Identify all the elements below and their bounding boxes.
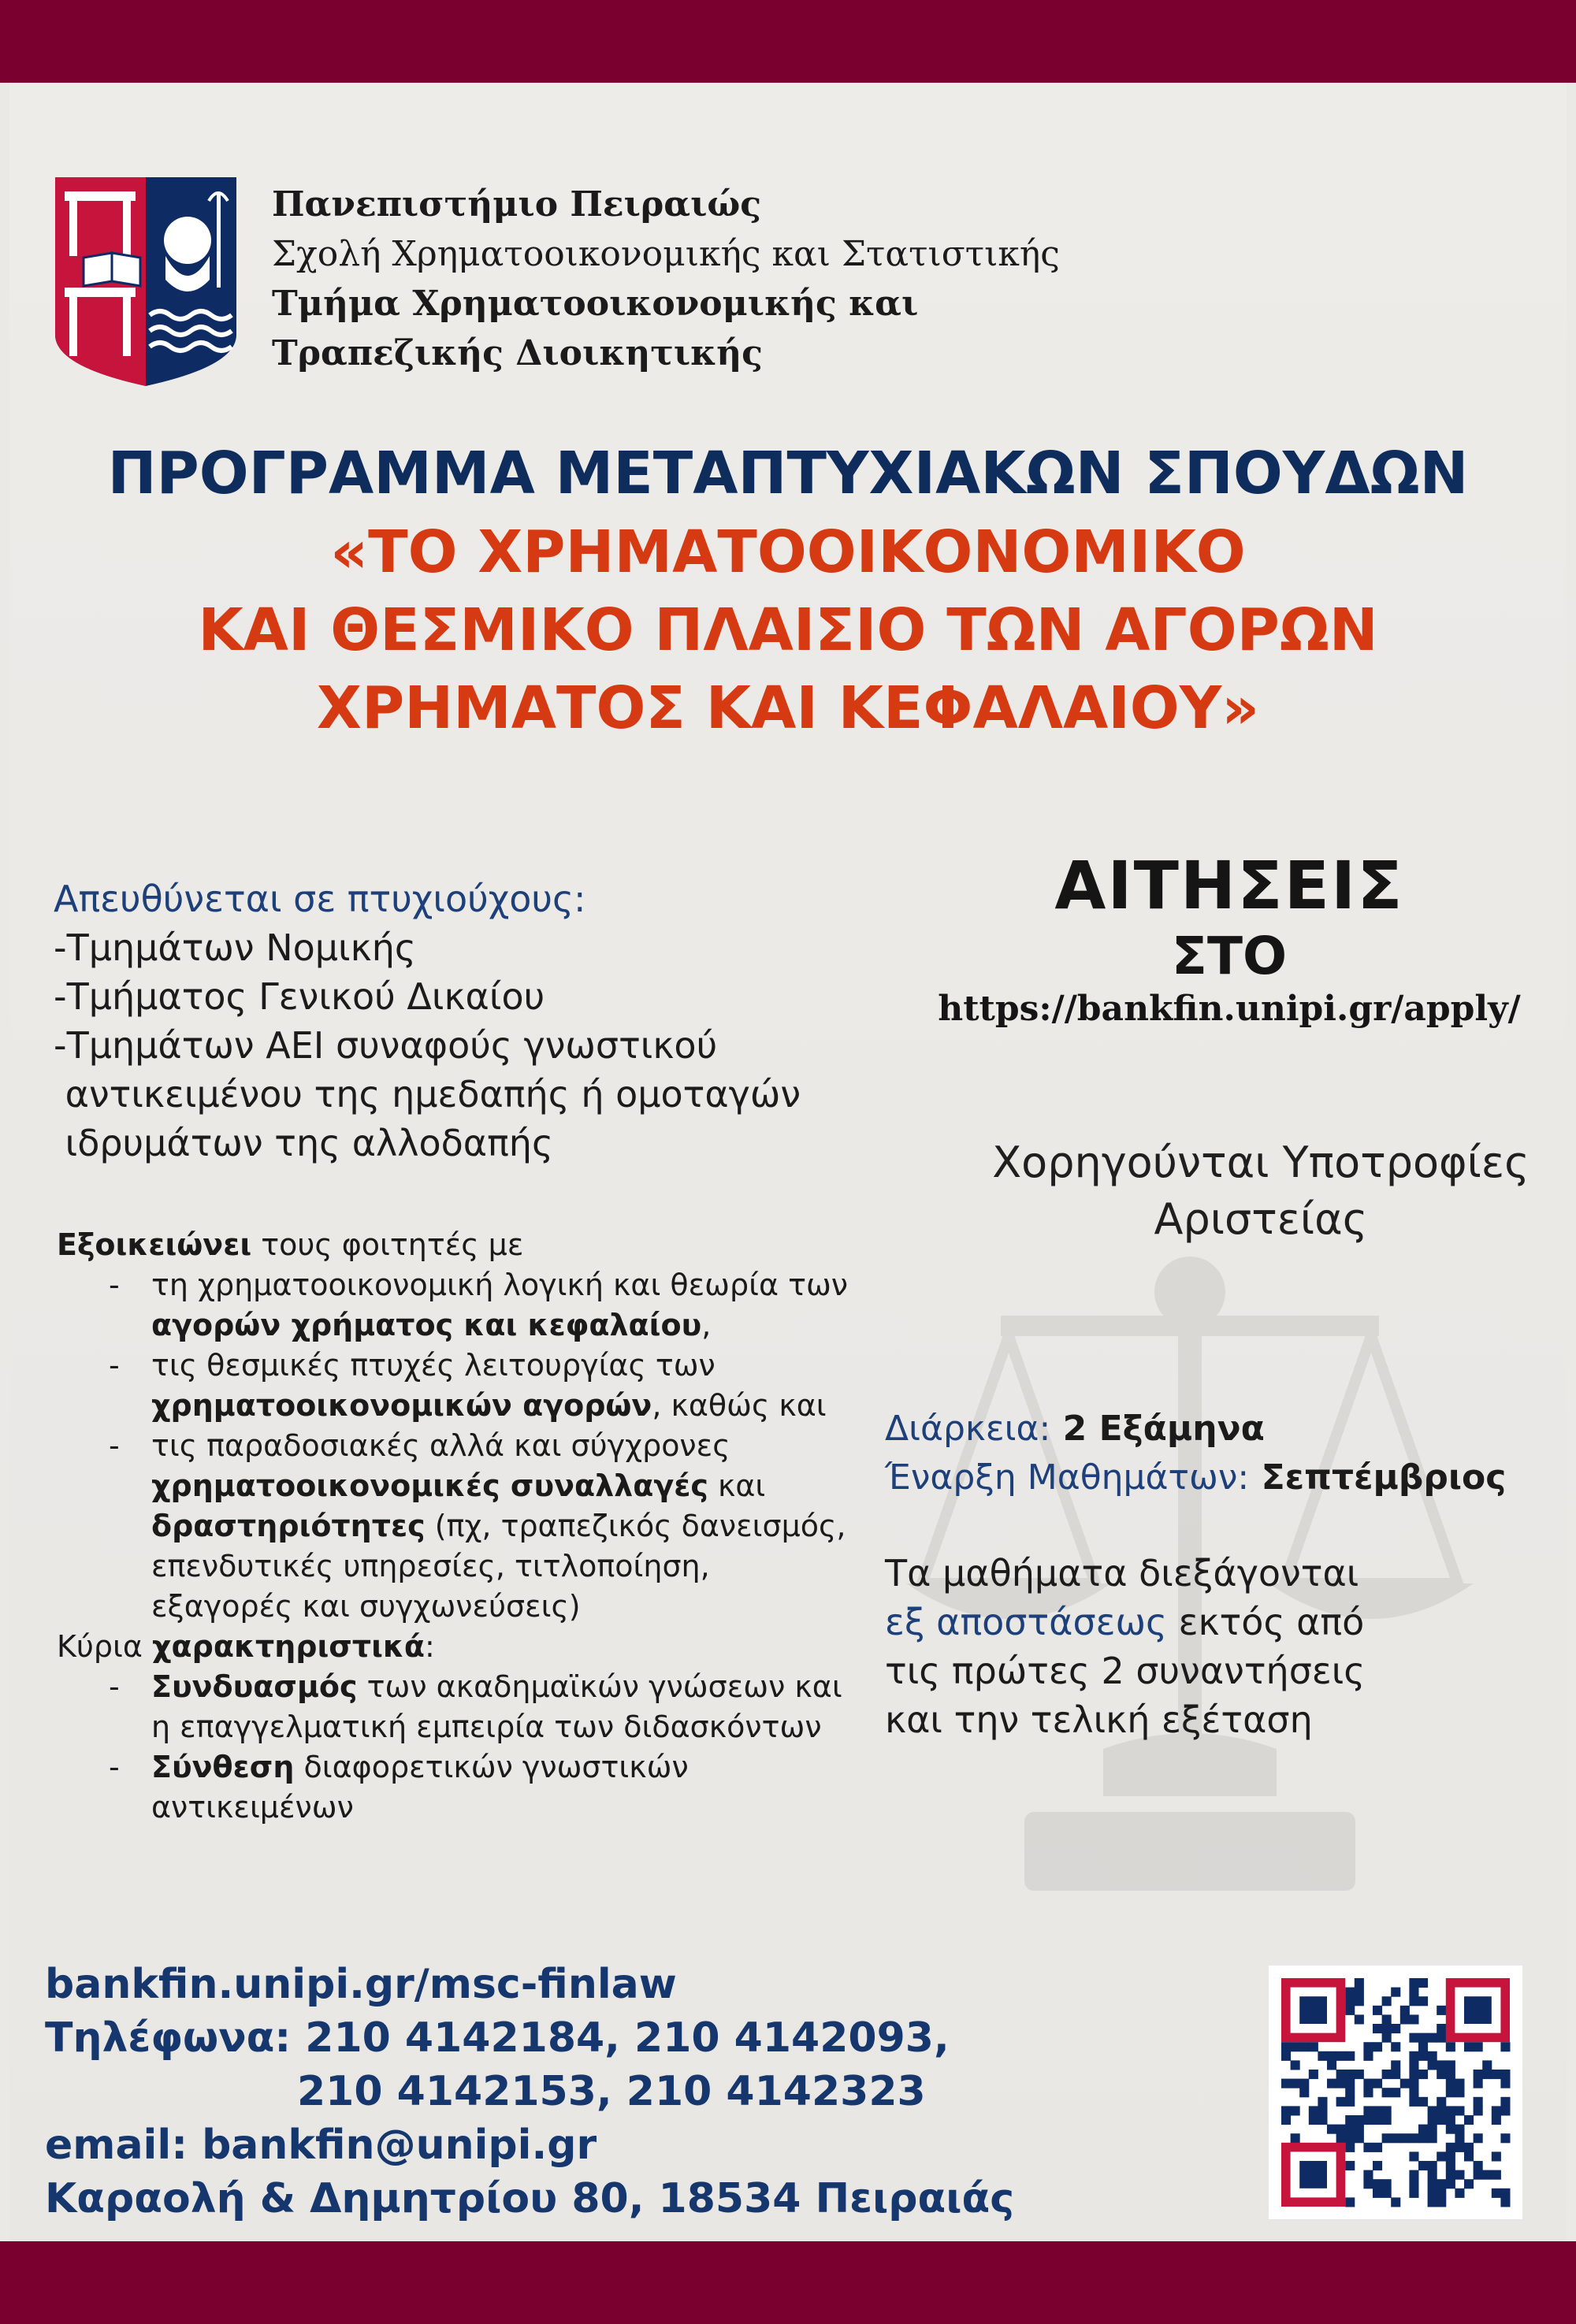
program-title-3: ΚΑΙ ΘΕΣΜΙΚΟ ΠΛΑΙΣΙΟ ΤΩΝ ΑΓΟΡΩΝ [198,596,1378,664]
program-details [885,1405,1506,1502]
address: Καραολή & Δημητρίου 80, 18534 Πειραιάς [45,2175,1015,2222]
list-item: - τις παραδοσιακές αλλά και σύγχρονες χρηματοοικονομικές συναλλαγές και δραστηριότητες (πχ, τραπεζικός δανεισμός, επενδυτικές υπηρεσίες, τιτλοποίηση, εξαγορές και συγχωνεύσεις) [57,1426,860,1627]
features-lead: Κύρια χαρακτηριστικά: [57,1629,435,1664]
duration-row: Διάρκεια: 2 Εξάμηνα [885,1409,1265,1449]
remote-note: Τα μαθήματα διεξάγονται εξ αποστάσεως εκτός από τις πρώτες 2 συναντήσεις και την τελική εξέταση [885,1552,1366,1741]
audience-item: -Τμήματος Γενικού Δικαίου [54,975,545,1018]
audience-item: -Τμημάτων ΑΕΙ συναφούς γνωστικού [54,1024,718,1067]
list-item: - Συνδυασμός των ακαδημαϊκών γνώσεων και η επαγγελματική εμπειρία των διδασκόντων [57,1667,860,1747]
qr-code-graphic [1269,1966,1522,2219]
university-header [272,180,1060,378]
applications-at: ΣΤΟ [1171,926,1288,986]
list-item: - Σύνθεση διαφορετικών γνωστικών αντικειμένων [57,1747,860,1828]
applications-link[interactable]: https://bankfin.unipi.gr/apply/ [938,989,1521,1029]
audience-lead: Απευθύνεται σε πτυχιούχους: [54,878,586,920]
scholarship-note: Χορηγούνται Υποτροφίες Αριστείας [992,1138,1530,1244]
audience-item: αντικειμένου της ημεδαπής ή ομοταγών [54,1073,801,1116]
audience-item: ιδρυμάτων της αλλοδαπής [54,1122,553,1164]
qr-code-icon[interactable] [1269,1966,1522,2219]
email-link[interactable]: email: bankfin@unipi.gr [45,2122,597,2169]
start-row: Έναρξη Μαθημάτων: Σεπτέμβριος [885,1457,1507,1498]
list-item: - τη χρηματοοικονομική λογική και θεωρία των αγορών χρήματος και κεφαλαίου, [57,1265,860,1346]
features-list [57,1667,860,1828]
program-title-2: «ΤΟ ΧΡΗΜΑΤΟΟΙΚΟΝΟΜΙΚΟ [330,518,1246,586]
audience-block [54,874,801,1168]
familiarize-lead: Εξοικειώνει τους φοιτητές με [57,1227,524,1262]
phones-line-2: 210 4142153, 210 4142323 [297,2068,926,2115]
department-name-2: Τραπεζικής Διοικητικής [272,333,763,373]
applications-heading: ΑΙΤΗΣΕΙΣ [1054,847,1404,924]
department-name-1: Τμήμα Χρηματοοικονομικής και [272,284,919,324]
top-bar [0,0,1576,83]
university-name: Πανεπιστήμιο Πειραιώς [272,184,762,225]
program-title-4: ΧΡΗΜΑΤΟΣ ΚΑΙ ΚΕΦΑΛΑΙΟΥ» [316,674,1260,742]
phones-line-1: Τηλέφωνα: 210 4142184, 210 4142093, [45,2014,950,2062]
school-name: Σχολή Χρηματοοικονομικής και Στατιστικής [272,234,1060,274]
university-crest-icon [55,177,236,386]
program-title-1: ΠΡΟΓΡΑΜΜΑ ΜΕΤΑΠΤΥΧΙΑΚΩΝ ΣΠΟΥΔΩΝ [107,440,1469,507]
bottom-bar [0,2241,1576,2324]
list-item: - τις θεσμικές πτυχές λειτουργίας των χρηματοοικονομικών αγορών, καθώς και [57,1346,860,1426]
description-block [57,1225,860,1828]
contact-block [45,1958,1014,2226]
website-link[interactable]: bankfin.unipi.gr/msc-finlaw [45,1961,677,2008]
familiarize-list [57,1265,860,1627]
audience-item: -Τμημάτων Νομικής [54,926,416,969]
